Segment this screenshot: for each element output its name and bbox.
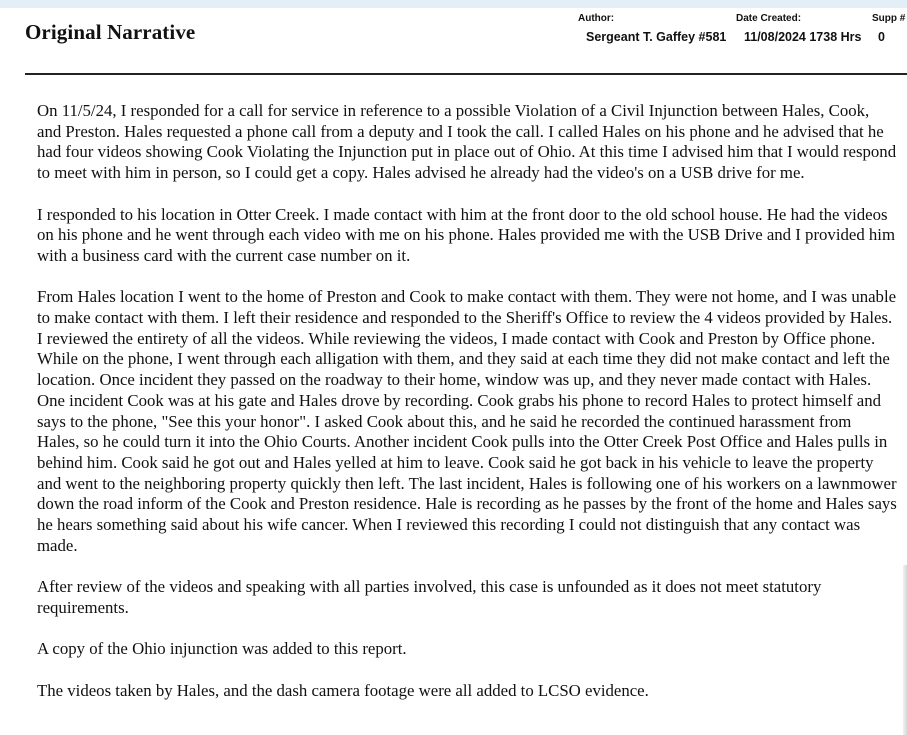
- header-divider: [25, 73, 907, 75]
- author-label: Author:: [578, 13, 615, 24]
- narrative-paragraph: I responded to his location in Otter Creek. I made contact with him at the front door to the old school house. He had the videos on his phone and he went through each video with me on his phone. Hales provided me with the USB Drive and I provided him with a business card with the current case number on it.: [37, 204, 896, 265]
- narrative-paragraph: On 11/5/24, I responded for a call for service in reference to a possible Violation of a Civil Injunction between Hales, Cook, and Preston. Hales requested a phone call from a deputy and I took the call. I called Hales on his phone and he advised that he had four videos showing Cook Violating the Injunction put in place out of Ohio. At this time I advised him that I would respond to meet with him in person, so I could get a copy. Hales advised he already had the video's on a USB drive for me.: [37, 101, 897, 183]
- narrative-paragraph: After review of the videos and speaking with all parties involved, this case is unfounded as it does not meet statutory requirements.: [37, 577, 822, 617]
- scrollbar-edge[interactable]: [903, 565, 907, 735]
- date-created-label: Date Created:: [736, 13, 802, 24]
- narrative-paragraph: The videos taken by Hales, and the dash camera footage were all added to LCSO evidence.: [37, 680, 649, 700]
- author-value: Sergeant T. Gaffey #581: [586, 30, 727, 44]
- narrative-paragraph: A copy of the Ohio injunction was added to this report.: [37, 639, 407, 659]
- narrative-body: [37, 101, 897, 722]
- supp-number-label: Supp #: [872, 13, 906, 24]
- top-strip: [0, 0, 907, 8]
- narrative-paragraph: From Hales location I went to the home of Preston and Cook to make contact with them. They were not home, and I was unable to make contact with them. I left their residence and responded to the Sheriff's Office to review the 4 videos provided by Hales. I reviewed the entirety of all the videos. While reviewing the videos, I made contact with Cook and Preston by Office phone. While on the phone, I went through each alligation with them, and they said at each time they did not make contact and left the location. Once incident they passed on the roadway to their home, window was up, and they never made contact with Hales. One incident Cook was at his gate and Hales drove by recording. Cook grabs his phone to record Hales to protect himself and says to the phone, "See this your honor". I asked Cook about this, and he said he recorded the continued harassment from Hales, so he could turn it into the Ohio Courts. Another incident Cook pulls into the Otter Creek Post Office and Hales pulls in behind him. Cook said he got out and Hales yelled at him to leave. Cook said he got back in his vehicle to leave the property and went to the neighboring property quickly then left. The last incident, Hales is following one of his workers on a lawnmower down the road inform of the Cook and Preston residence. Hale is recording as he passes by the front of the home and Hales says he hears something said about his wife cancer. When I reviewed this recording I could not distinguish that any contact was made.: [37, 287, 897, 555]
- date-created-value: 11/08/2024 1738 Hrs: [744, 30, 862, 44]
- section-title: Original Narrative: [25, 20, 196, 44]
- supp-number-value: 0: [878, 30, 885, 44]
